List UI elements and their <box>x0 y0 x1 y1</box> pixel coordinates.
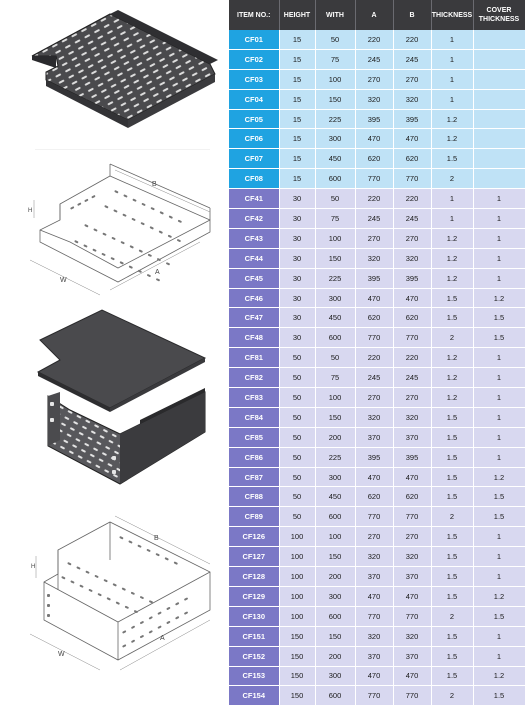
cell-item-no: CF153 <box>229 666 279 686</box>
cell-height: 100 <box>279 606 315 626</box>
cell-item-no: CF43 <box>229 228 279 248</box>
cell-item-no: CF01 <box>229 30 279 49</box>
cell-b: 470 <box>393 288 431 308</box>
tee-tray-with-cover-3d-render <box>0 300 229 500</box>
cell-a: 770 <box>355 686 393 706</box>
cell-with: 75 <box>315 209 355 229</box>
cell-thickness: 1.2 <box>431 248 473 268</box>
cell-b: 220 <box>393 348 431 368</box>
cell-a: 620 <box>355 149 393 169</box>
cell-item-no: CF152 <box>229 646 279 666</box>
cell-with: 300 <box>315 666 355 686</box>
cell-b: 320 <box>393 626 431 646</box>
cell-cover-thickness: 1.5 <box>473 328 525 348</box>
cell-height: 100 <box>279 586 315 606</box>
cell-item-no: CF129 <box>229 586 279 606</box>
cell-cover-thickness: 1 <box>473 348 525 368</box>
table-row <box>229 666 525 686</box>
cell-with: 200 <box>315 646 355 666</box>
cell-with: 150 <box>315 547 355 567</box>
cell-a: 370 <box>355 427 393 447</box>
dimension-label-w: W <box>60 277 67 284</box>
cell-b: 270 <box>393 527 431 547</box>
cell-with: 300 <box>315 586 355 606</box>
cell-b: 470 <box>393 467 431 487</box>
table-row <box>229 348 525 368</box>
table-row <box>229 447 525 467</box>
cell-item-no: CF88 <box>229 487 279 507</box>
cell-a: 770 <box>355 606 393 626</box>
cell-item-no: CF44 <box>229 248 279 268</box>
cell-with: 450 <box>315 487 355 507</box>
cell-height: 15 <box>279 49 315 69</box>
cell-item-no: CF03 <box>229 69 279 89</box>
cell-b: 320 <box>393 547 431 567</box>
cell-thickness: 1.5 <box>431 407 473 427</box>
cell-item-no: CF86 <box>229 447 279 467</box>
cell-a: 270 <box>355 527 393 547</box>
cell-item-no: CF08 <box>229 169 279 189</box>
cell-cover-thickness: 1.2 <box>473 288 525 308</box>
cell-cover-thickness: 1 <box>473 427 525 447</box>
cell-b: 470 <box>393 129 431 149</box>
cell-with: 225 <box>315 447 355 467</box>
cell-thickness: 1.5 <box>431 527 473 547</box>
cell-thickness: 2 <box>431 507 473 527</box>
cell-with: 100 <box>315 527 355 547</box>
cell-a: 370 <box>355 567 393 587</box>
cell-cover-thickness <box>473 129 525 149</box>
cell-item-no: CF81 <box>229 348 279 368</box>
cell-cover-thickness: 1 <box>473 388 525 408</box>
table-row <box>229 189 525 209</box>
cell-item-no: CF87 <box>229 467 279 487</box>
cell-thickness: 1.5 <box>431 646 473 666</box>
cell-cover-thickness: 1 <box>473 228 525 248</box>
cell-cover-thickness: 1.2 <box>473 586 525 606</box>
cell-item-no: CF47 <box>229 308 279 328</box>
cell-item-no: CF45 <box>229 268 279 288</box>
cell-item-no: CF151 <box>229 626 279 646</box>
cell-cover-thickness: 1 <box>473 268 525 288</box>
cell-b: 245 <box>393 209 431 229</box>
cell-item-no: CF83 <box>229 388 279 408</box>
cell-thickness: 1 <box>431 89 473 109</box>
cell-height: 50 <box>279 388 315 408</box>
cell-height: 50 <box>279 467 315 487</box>
cell-with: 600 <box>315 686 355 706</box>
cell-thickness: 1.2 <box>431 368 473 388</box>
cell-height: 15 <box>279 30 315 49</box>
cell-item-no: CF06 <box>229 129 279 149</box>
cell-with: 225 <box>315 268 355 288</box>
cell-a: 395 <box>355 109 393 129</box>
cell-item-no: CF82 <box>229 368 279 388</box>
table-row <box>229 606 525 626</box>
cell-thickness: 2 <box>431 686 473 706</box>
cell-cover-thickness: 1 <box>473 646 525 666</box>
cell-thickness: 1.5 <box>431 626 473 646</box>
table-row <box>229 686 525 706</box>
table-body <box>229 30 525 706</box>
cell-thickness: 1.2 <box>431 228 473 248</box>
header-cover-thickness: COVER THICKNESS <box>473 0 525 30</box>
cell-item-no: CF154 <box>229 686 279 706</box>
cell-item-no: CF02 <box>229 49 279 69</box>
cell-height: 15 <box>279 89 315 109</box>
tee-tray-dimension-drawing <box>0 150 229 300</box>
tee-tray-tall-dimension-drawing <box>0 500 229 677</box>
cell-with: 300 <box>315 288 355 308</box>
cell-cover-thickness: 1.5 <box>473 686 525 706</box>
cell-a: 320 <box>355 248 393 268</box>
cell-cover-thickness <box>473 149 525 169</box>
cell-height: 15 <box>279 109 315 129</box>
cell-height: 50 <box>279 427 315 447</box>
table-row <box>229 228 525 248</box>
cell-thickness: 1 <box>431 209 473 229</box>
table-row <box>229 308 525 328</box>
cell-height: 15 <box>279 129 315 149</box>
tee-tray-3d-render <box>0 0 229 150</box>
cell-cover-thickness: 1 <box>473 189 525 209</box>
cell-thickness: 1.5 <box>431 427 473 447</box>
dimension-label-a: A <box>160 635 165 642</box>
cell-height: 15 <box>279 169 315 189</box>
cell-a: 770 <box>355 507 393 527</box>
cell-a: 470 <box>355 586 393 606</box>
cell-thickness: 2 <box>431 606 473 626</box>
cell-height: 150 <box>279 666 315 686</box>
header-item-no: ITEM NO.: <box>229 0 279 30</box>
cell-b: 370 <box>393 427 431 447</box>
cell-b: 770 <box>393 507 431 527</box>
cell-a: 770 <box>355 328 393 348</box>
header-height: HEIGHT <box>279 0 315 30</box>
cell-with: 225 <box>315 109 355 129</box>
table-row <box>229 427 525 447</box>
table-row <box>229 646 525 666</box>
dimension-label-a: A <box>155 269 160 276</box>
table-row <box>229 30 525 49</box>
cell-thickness: 1.5 <box>431 149 473 169</box>
cell-thickness: 1.5 <box>431 447 473 467</box>
cell-with: 100 <box>315 388 355 408</box>
cell-with: 300 <box>315 129 355 149</box>
cell-a: 470 <box>355 288 393 308</box>
cell-with: 50 <box>315 348 355 368</box>
table-row <box>229 467 525 487</box>
cell-with: 150 <box>315 89 355 109</box>
cell-a: 395 <box>355 447 393 467</box>
cell-with: 100 <box>315 228 355 248</box>
cell-cover-thickness: 1 <box>473 248 525 268</box>
cell-height: 30 <box>279 228 315 248</box>
cell-thickness: 1.2 <box>431 388 473 408</box>
cell-cover-thickness: 1.5 <box>473 606 525 626</box>
table-header-row <box>229 0 525 30</box>
table-row <box>229 268 525 288</box>
cell-cover-thickness: 1 <box>473 209 525 229</box>
cell-with: 150 <box>315 407 355 427</box>
cell-item-no: CF42 <box>229 209 279 229</box>
illustration-panel <box>0 0 229 677</box>
cell-a: 470 <box>355 129 393 149</box>
cell-thickness: 1.5 <box>431 666 473 686</box>
cell-b: 370 <box>393 567 431 587</box>
cell-height: 15 <box>279 149 315 169</box>
cell-item-no: CF48 <box>229 328 279 348</box>
table-row <box>229 586 525 606</box>
cell-with: 600 <box>315 606 355 626</box>
table-row <box>229 49 525 69</box>
cell-cover-thickness <box>473 109 525 129</box>
cell-thickness: 1.5 <box>431 308 473 328</box>
cell-height: 100 <box>279 547 315 567</box>
dimension-label-b: B <box>152 181 157 188</box>
cell-b: 470 <box>393 666 431 686</box>
cell-b: 395 <box>393 109 431 129</box>
cell-a: 470 <box>355 666 393 686</box>
cell-item-no: CF05 <box>229 109 279 129</box>
cell-cover-thickness: 1.5 <box>473 487 525 507</box>
table-row <box>229 567 525 587</box>
cell-thickness: 1.5 <box>431 567 473 587</box>
cell-b: 245 <box>393 49 431 69</box>
cell-a: 220 <box>355 189 393 209</box>
cell-with: 450 <box>315 308 355 328</box>
cell-cover-thickness <box>473 49 525 69</box>
cell-height: 50 <box>279 348 315 368</box>
cell-b: 320 <box>393 89 431 109</box>
specification-table <box>229 0 525 706</box>
cell-thickness: 1.2 <box>431 129 473 149</box>
cell-b: 770 <box>393 169 431 189</box>
cell-b: 270 <box>393 388 431 408</box>
table-row <box>229 109 525 129</box>
cell-cover-thickness: 1 <box>473 626 525 646</box>
table-row <box>229 149 525 169</box>
cell-item-no: CF128 <box>229 567 279 587</box>
header-thickness: THICKNESS <box>431 0 473 30</box>
header-a: A <box>355 0 393 30</box>
cell-with: 50 <box>315 189 355 209</box>
cell-b: 620 <box>393 149 431 169</box>
cell-b: 320 <box>393 248 431 268</box>
cell-height: 100 <box>279 527 315 547</box>
cell-with: 100 <box>315 69 355 89</box>
table-row <box>229 169 525 189</box>
header-with: WITH <box>315 0 355 30</box>
cell-thickness: 1 <box>431 30 473 49</box>
cell-thickness: 1.5 <box>431 487 473 507</box>
cell-item-no: CF41 <box>229 189 279 209</box>
cell-b: 620 <box>393 487 431 507</box>
cell-item-no: CF04 <box>229 89 279 109</box>
cell-height: 30 <box>279 288 315 308</box>
cell-b: 270 <box>393 69 431 89</box>
table-row <box>229 288 525 308</box>
cell-cover-thickness <box>473 89 525 109</box>
cell-cover-thickness: 1 <box>473 447 525 467</box>
cell-height: 50 <box>279 487 315 507</box>
table-row <box>229 407 525 427</box>
header-b: B <box>393 0 431 30</box>
cell-height: 150 <box>279 626 315 646</box>
cell-a: 370 <box>355 646 393 666</box>
cell-a: 320 <box>355 407 393 427</box>
cell-height: 50 <box>279 368 315 388</box>
cell-with: 75 <box>315 49 355 69</box>
cell-thickness: 1 <box>431 69 473 89</box>
table-row <box>229 328 525 348</box>
table-row <box>229 368 525 388</box>
table-row <box>229 547 525 567</box>
cell-item-no: CF127 <box>229 547 279 567</box>
cell-cover-thickness: 1 <box>473 527 525 547</box>
cell-cover-thickness: 1.2 <box>473 467 525 487</box>
cell-with: 450 <box>315 149 355 169</box>
cell-b: 395 <box>393 447 431 467</box>
cell-cover-thickness: 1.5 <box>473 507 525 527</box>
cell-height: 50 <box>279 507 315 527</box>
cell-height: 100 <box>279 567 315 587</box>
cell-cover-thickness <box>473 69 525 89</box>
cell-a: 245 <box>355 368 393 388</box>
dimension-label-h: H <box>31 564 36 570</box>
cell-with: 300 <box>315 467 355 487</box>
cell-height: 50 <box>279 407 315 427</box>
cell-thickness: 1 <box>431 49 473 69</box>
cell-thickness: 1.5 <box>431 467 473 487</box>
table-row <box>229 527 525 547</box>
cell-a: 320 <box>355 547 393 567</box>
cell-b: 770 <box>393 686 431 706</box>
cell-a: 620 <box>355 308 393 328</box>
table-row <box>229 487 525 507</box>
cell-height: 30 <box>279 189 315 209</box>
cell-cover-thickness: 1 <box>473 368 525 388</box>
cell-item-no: CF126 <box>229 527 279 547</box>
cell-a: 395 <box>355 268 393 288</box>
cell-with: 200 <box>315 427 355 447</box>
cell-with: 75 <box>315 368 355 388</box>
cell-b: 370 <box>393 646 431 666</box>
table-row <box>229 129 525 149</box>
cell-thickness: 1.2 <box>431 109 473 129</box>
cell-cover-thickness: 1 <box>473 547 525 567</box>
cell-item-no: CF130 <box>229 606 279 626</box>
cell-b: 245 <box>393 368 431 388</box>
dimension-label-w: W <box>58 651 65 658</box>
cell-item-no: CF85 <box>229 427 279 447</box>
cell-cover-thickness: 1 <box>473 567 525 587</box>
cell-item-no: CF46 <box>229 288 279 308</box>
table-row <box>229 626 525 646</box>
cell-cover-thickness: 1.2 <box>473 666 525 686</box>
cell-a: 270 <box>355 388 393 408</box>
cell-a: 620 <box>355 487 393 507</box>
cell-height: 150 <box>279 686 315 706</box>
cell-height: 50 <box>279 447 315 467</box>
cell-a: 220 <box>355 348 393 368</box>
cell-height: 30 <box>279 308 315 328</box>
cell-height: 30 <box>279 248 315 268</box>
cell-a: 245 <box>355 209 393 229</box>
table-row <box>229 69 525 89</box>
cell-cover-thickness: 1.5 <box>473 308 525 328</box>
cell-thickness: 1.2 <box>431 348 473 368</box>
cell-height: 15 <box>279 69 315 89</box>
table-row <box>229 248 525 268</box>
cell-with: 600 <box>315 328 355 348</box>
cell-height: 30 <box>279 209 315 229</box>
cell-cover-thickness <box>473 169 525 189</box>
cell-item-no: CF84 <box>229 407 279 427</box>
table-row <box>229 507 525 527</box>
cell-thickness: 2 <box>431 169 473 189</box>
cell-a: 770 <box>355 169 393 189</box>
cell-thickness: 1.2 <box>431 268 473 288</box>
cell-a: 220 <box>355 30 393 49</box>
cell-height: 150 <box>279 646 315 666</box>
cell-a: 470 <box>355 467 393 487</box>
table-row <box>229 89 525 109</box>
cell-thickness: 1.5 <box>431 288 473 308</box>
table-row <box>229 209 525 229</box>
cell-cover-thickness <box>473 30 525 49</box>
cell-thickness: 1 <box>431 189 473 209</box>
cell-b: 470 <box>393 586 431 606</box>
cell-with: 600 <box>315 507 355 527</box>
cell-b: 620 <box>393 308 431 328</box>
cell-item-no: CF07 <box>229 149 279 169</box>
cell-b: 320 <box>393 407 431 427</box>
cell-with: 50 <box>315 30 355 49</box>
cell-thickness: 2 <box>431 328 473 348</box>
cell-b: 220 <box>393 189 431 209</box>
dimension-label-h: H <box>28 208 33 214</box>
cell-with: 600 <box>315 169 355 189</box>
cell-item-no: CF89 <box>229 507 279 527</box>
cell-height: 30 <box>279 268 315 288</box>
cell-with: 150 <box>315 626 355 646</box>
table-row <box>229 388 525 408</box>
cell-b: 770 <box>393 606 431 626</box>
cell-b: 770 <box>393 328 431 348</box>
cell-thickness: 1.5 <box>431 586 473 606</box>
specification-table-container <box>229 0 525 701</box>
cell-a: 245 <box>355 49 393 69</box>
cell-b: 270 <box>393 228 431 248</box>
cell-a: 320 <box>355 626 393 646</box>
cell-cover-thickness: 1 <box>473 407 525 427</box>
cell-thickness: 1.5 <box>431 547 473 567</box>
cell-height: 30 <box>279 328 315 348</box>
cell-b: 395 <box>393 268 431 288</box>
cell-a: 320 <box>355 89 393 109</box>
dimension-label-b: B <box>154 535 159 542</box>
cell-with: 150 <box>315 248 355 268</box>
cell-with: 200 <box>315 567 355 587</box>
cell-a: 270 <box>355 228 393 248</box>
cell-b: 220 <box>393 30 431 49</box>
cell-a: 270 <box>355 69 393 89</box>
